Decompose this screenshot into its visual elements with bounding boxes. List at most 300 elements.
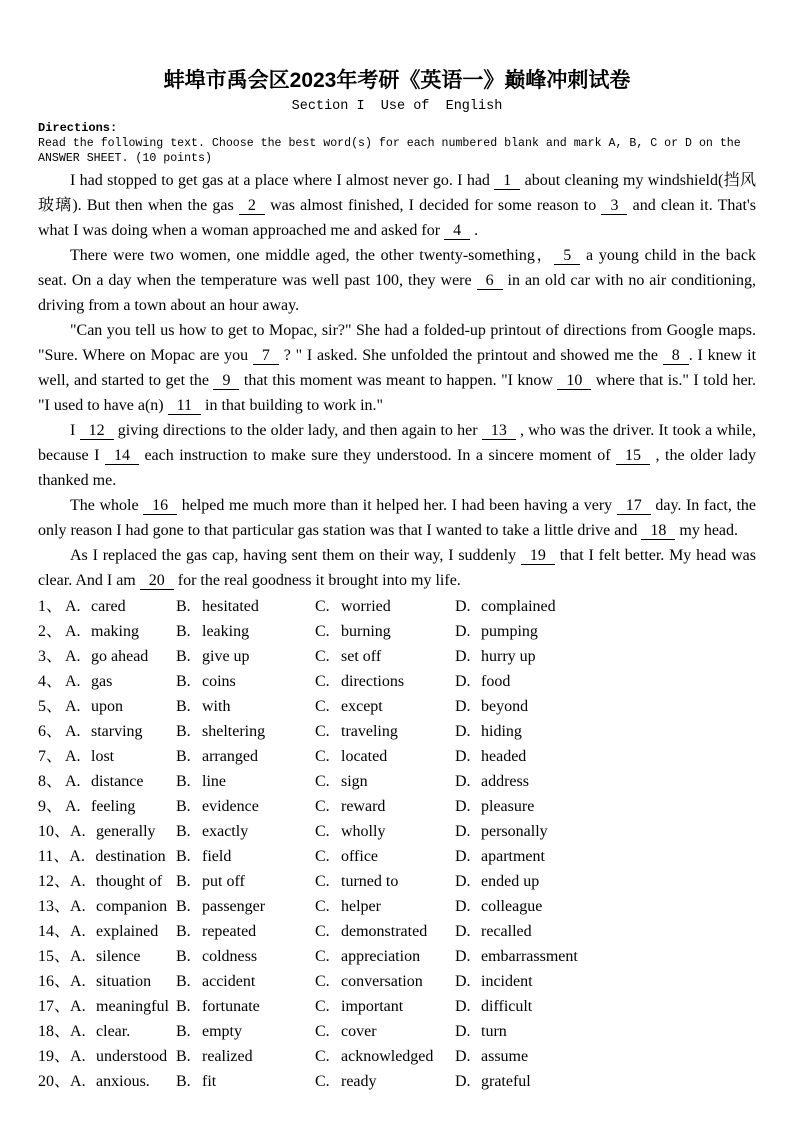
- question-row-16: [38, 969, 756, 994]
- option-13-D: [455, 894, 756, 919]
- question-row-2: [38, 619, 756, 644]
- option-19-D: [455, 1044, 756, 1069]
- option-12-B: [176, 869, 315, 894]
- question-row-13: [38, 894, 756, 919]
- option-text: ended up: [481, 873, 540, 890]
- option-letter: D.: [455, 748, 471, 765]
- blank-14: 14: [105, 447, 139, 465]
- option-text: hurry up: [481, 648, 536, 665]
- option-text: turn: [481, 1023, 507, 1040]
- option-6-C: [315, 719, 455, 744]
- option-7-B: [176, 744, 315, 769]
- question-number: 8、: [38, 773, 63, 790]
- option-letter: B.: [176, 648, 191, 665]
- question-row-12: [38, 869, 756, 894]
- question-number: 16、: [38, 973, 71, 990]
- option-text: silence: [96, 948, 141, 965]
- option-9-C: [315, 794, 455, 819]
- option-13-B: [176, 894, 315, 919]
- option-letter: A.: [70, 898, 86, 915]
- option-text: apartment: [481, 848, 545, 865]
- option-20-D: [455, 1069, 756, 1094]
- blank-3: 3: [601, 197, 627, 215]
- blank-10: 10: [557, 372, 591, 390]
- option-text: realized: [202, 1048, 253, 1065]
- option-text: lost: [91, 748, 115, 765]
- option-letter: B.: [176, 698, 191, 715]
- option-14-C: [315, 919, 455, 944]
- option-text: hiding: [481, 723, 522, 740]
- question-number: 14、: [38, 923, 71, 940]
- option-15-A: [38, 944, 176, 969]
- option-letter: D.: [455, 773, 471, 790]
- option-10-C: [315, 819, 455, 844]
- option-text: thought of: [96, 873, 163, 890]
- blank-11: 11: [168, 397, 201, 415]
- option-text: complained: [481, 598, 556, 615]
- blank-4: 4: [444, 222, 470, 240]
- option-letter: C.: [315, 973, 330, 990]
- blank-16: 16: [143, 497, 177, 515]
- question-number: 5、: [38, 698, 63, 715]
- option-16-A: [38, 969, 176, 994]
- option-letter: C.: [315, 623, 330, 640]
- option-13-C: [315, 894, 455, 919]
- option-11-C: [315, 844, 455, 869]
- question-row-20: [38, 1069, 756, 1094]
- blank-12: 12: [80, 422, 114, 440]
- option-letter: B.: [176, 1023, 191, 1040]
- option-letter: A.: [65, 798, 81, 815]
- option-letter: C.: [315, 873, 330, 890]
- option-letter: A.: [70, 998, 86, 1015]
- option-text: leaking: [202, 623, 250, 640]
- option-text: passenger: [202, 898, 266, 915]
- question-row-9: [38, 794, 756, 819]
- option-text: located: [341, 748, 388, 765]
- option-text: exactly: [202, 823, 249, 840]
- question-number: 13、: [38, 898, 71, 915]
- question-row-14: [38, 919, 756, 944]
- option-text: accident: [202, 973, 256, 990]
- option-text: pumping: [481, 623, 538, 640]
- option-11-A: [38, 844, 176, 869]
- option-text: worried: [341, 598, 391, 615]
- option-letter: C.: [315, 823, 330, 840]
- option-6-D: [455, 719, 756, 744]
- option-letter: D.: [455, 673, 471, 690]
- passage-paragraph-5: The whole 16 helped me much more than it helped her. I had been having a very 17 day. In fact, the only reason I had gone to that particular gas station was that I wanted to take a little drive and 18 my head.: [38, 497, 756, 539]
- option-letter: B.: [176, 723, 191, 740]
- option-letter: C.: [315, 1023, 330, 1040]
- option-text: reward: [341, 798, 386, 815]
- option-text: understood: [96, 1048, 168, 1065]
- option-8-D: [455, 769, 756, 794]
- question-row-7: [38, 744, 756, 769]
- option-7-A: [38, 744, 176, 769]
- option-letter: B.: [176, 998, 191, 1015]
- option-letter: D.: [455, 598, 471, 615]
- option-12-A: [38, 869, 176, 894]
- blank-13: 13: [482, 422, 516, 440]
- page-title: 蚌埠市禹会区2023年考研《英语一》巅峰冲刺试卷: [163, 69, 631, 92]
- option-letter: B.: [176, 948, 191, 965]
- option-letter: A.: [70, 823, 86, 840]
- option-letter: B.: [176, 898, 191, 915]
- option-letter: B.: [176, 748, 191, 765]
- blank-2: 2: [239, 197, 265, 215]
- option-letter: B.: [176, 623, 191, 640]
- option-2-A: [38, 619, 176, 644]
- option-7-C: [315, 744, 455, 769]
- blank-18: 18: [641, 522, 675, 540]
- option-letter: A.: [65, 773, 81, 790]
- option-text: line: [202, 773, 226, 790]
- passage: [38, 168, 756, 593]
- option-12-C: [315, 869, 455, 894]
- option-letter: C.: [315, 773, 330, 790]
- option-5-C: [315, 694, 455, 719]
- option-text: starving: [91, 723, 143, 740]
- passage-paragraph-3: "Can you tell us how to get to Mopac, sir?" She had a folded-up printout of directions from Google maps. "Sure. Where on Mopac are you 7 ? " I asked. She unfolded the printout and showed me the 8 . I knew it well, and started to get the 9 that this moment was meant to happen. "I know 10 where that is." I told her. "I used to have a(n) 11 in that building to work in.": [38, 322, 757, 414]
- option-text: sign: [341, 773, 368, 790]
- option-letter: C.: [315, 848, 330, 865]
- blank-5: 5: [554, 247, 580, 265]
- option-18-A: [38, 1019, 176, 1044]
- option-letter: A.: [70, 1048, 86, 1065]
- option-letter: C.: [315, 748, 330, 765]
- option-letter: A.: [70, 923, 86, 940]
- option-text: address: [481, 773, 529, 790]
- option-3-B: [176, 644, 315, 669]
- option-letter: B.: [176, 873, 191, 890]
- option-letter: B.: [176, 823, 191, 840]
- option-letter: A.: [65, 623, 81, 640]
- option-text: repeated: [202, 923, 257, 940]
- option-text: except: [341, 698, 383, 715]
- option-letter: D.: [455, 798, 471, 815]
- option-letter: D.: [455, 648, 471, 665]
- directions-text: Read the following text. Choose the best word(s) for each numbered blank and mark A, B, C or D on the ANSWER SHEET. (10 points): [38, 137, 748, 165]
- option-text: companion: [96, 898, 168, 915]
- option-text: cared: [91, 598, 126, 615]
- question-number: 6、: [38, 723, 63, 740]
- option-text: anxious.: [96, 1073, 150, 1090]
- option-letter: A.: [65, 598, 81, 615]
- option-10-A: [38, 819, 176, 844]
- option-10-D: [455, 819, 756, 844]
- option-letter: D.: [455, 973, 471, 990]
- option-text: wholly: [341, 823, 386, 840]
- option-letter: B.: [176, 1073, 191, 1090]
- option-15-B: [176, 944, 315, 969]
- option-text: coins: [202, 673, 236, 690]
- option-text: demonstrated: [341, 923, 428, 940]
- question-number: 3、: [38, 648, 63, 665]
- option-letter: D.: [455, 873, 471, 890]
- question-row-15: [38, 944, 756, 969]
- option-text: colleague: [481, 898, 543, 915]
- option-1-B: [176, 594, 315, 619]
- option-18-B: [176, 1019, 315, 1044]
- option-letter: D.: [455, 823, 471, 840]
- question-row-3: [38, 644, 756, 669]
- option-5-D: [455, 694, 756, 719]
- option-text: clear.: [96, 1023, 131, 1040]
- option-text: ready: [341, 1073, 377, 1090]
- option-text: coldness: [202, 948, 258, 965]
- option-text: assume: [481, 1048, 529, 1065]
- option-text: generally: [96, 823, 156, 840]
- option-4-A: [38, 669, 176, 694]
- blank-8: 8: [663, 347, 689, 365]
- option-15-D: [455, 944, 756, 969]
- question-number: 4、: [38, 673, 63, 690]
- question-number: 12、: [38, 873, 71, 890]
- option-text: destination: [95, 848, 166, 865]
- option-4-C: [315, 669, 455, 694]
- option-1-C: [315, 594, 455, 619]
- blank-20: 20: [140, 572, 174, 590]
- option-17-B: [176, 994, 315, 1019]
- option-text: traveling: [341, 723, 398, 740]
- option-letter: A.: [69, 848, 85, 865]
- option-letter: D.: [455, 898, 471, 915]
- question-number: 11、: [38, 848, 70, 865]
- option-letter: A.: [65, 723, 81, 740]
- option-text: give up: [202, 648, 250, 665]
- option-2-D: [455, 619, 756, 644]
- question-number: 17、: [38, 998, 71, 1015]
- option-letter: C.: [315, 648, 330, 665]
- option-letter: C.: [315, 673, 330, 690]
- passage-paragraph-1: I had stopped to get gas at a place where I almost never go. I had 1 about cleaning my windshield(挡风玻璃). But then when the gas 2 was almost finished, I decided for some reason to 3 and clean it. That's what I was doing when a woman approached me and asked for 4 .: [38, 172, 757, 239]
- option-text: conversation: [341, 973, 423, 990]
- option-letter: B.: [176, 848, 191, 865]
- option-text: directions: [341, 673, 405, 690]
- question-row-4: [38, 669, 756, 694]
- option-text: cover: [341, 1023, 377, 1040]
- option-4-D: [455, 669, 756, 694]
- option-letter: B.: [176, 1048, 191, 1065]
- option-text: helper: [341, 898, 381, 915]
- question-row-6: [38, 719, 756, 744]
- option-text: appreciation: [341, 948, 421, 965]
- option-letter: D.: [455, 923, 471, 940]
- option-letter: A.: [65, 748, 81, 765]
- blank-17: 17: [617, 497, 651, 515]
- option-text: grateful: [481, 1073, 531, 1090]
- question-number: 18、: [38, 1023, 71, 1040]
- option-8-A: [38, 769, 176, 794]
- option-6-A: [38, 719, 176, 744]
- option-text: food: [481, 673, 511, 690]
- option-letter: A.: [65, 648, 81, 665]
- option-8-C: [315, 769, 455, 794]
- option-letter: D.: [455, 998, 471, 1015]
- question-row-1: [38, 594, 756, 619]
- option-19-B: [176, 1044, 315, 1069]
- blank-7: 7: [253, 347, 279, 365]
- option-letter: A.: [70, 1023, 86, 1040]
- question-row-18: [38, 1019, 756, 1044]
- option-letter: C.: [315, 998, 330, 1015]
- option-text: explained: [96, 923, 159, 940]
- option-letter: B.: [176, 973, 191, 990]
- option-letter: C.: [315, 923, 330, 940]
- option-text: distance: [91, 773, 144, 790]
- option-13-A: [38, 894, 176, 919]
- option-6-B: [176, 719, 315, 744]
- option-letter: D.: [455, 623, 471, 640]
- question-row-5: [38, 694, 756, 719]
- option-text: put off: [202, 873, 245, 890]
- question-number: 10、: [38, 823, 71, 840]
- blank-9: 9: [213, 372, 239, 390]
- option-9-B: [176, 794, 315, 819]
- option-text: feeling: [91, 798, 136, 815]
- option-letter: B.: [176, 798, 191, 815]
- passage-paragraph-6: As I replaced the gas cap, having sent them on their way, I suddenly 19 that I felt better. My head was clear. And I am 20 for the real goodness it brought into my life.: [38, 547, 756, 589]
- section-heading: Section I Use of English: [291, 99, 503, 114]
- option-17-A: [38, 994, 176, 1019]
- option-19-A: [38, 1044, 176, 1069]
- option-9-A: [38, 794, 176, 819]
- option-text: difficult: [481, 998, 533, 1015]
- option-text: gas: [91, 673, 113, 690]
- question-row-11: [38, 844, 756, 869]
- option-18-D: [455, 1019, 756, 1044]
- question-row-17: [38, 994, 756, 1019]
- option-text: important: [341, 998, 404, 1015]
- option-letter: C.: [315, 798, 330, 815]
- option-16-C: [315, 969, 455, 994]
- option-text: burning: [341, 623, 391, 640]
- blank-15: 15: [616, 447, 650, 465]
- option-letter: A.: [70, 973, 86, 990]
- option-19-C: [315, 1044, 455, 1069]
- option-text: sheltering: [202, 723, 266, 740]
- option-7-D: [455, 744, 756, 769]
- option-text: fit: [202, 1073, 217, 1090]
- option-text: office: [341, 848, 379, 865]
- question-number: 1、: [38, 598, 63, 615]
- option-letter: C.: [315, 1048, 330, 1065]
- passage-paragraph-4: I 12 giving directions to the older lady, and then again to her 13 , who was the driver. It took a while, because I 14 each instruction to make sure they understood. In a sincere moment of 15 , the older lady thanked me.: [38, 422, 757, 489]
- question-row-19: [38, 1044, 756, 1069]
- option-text: empty: [202, 1023, 242, 1040]
- option-letter: C.: [315, 598, 330, 615]
- option-letter: D.: [455, 948, 471, 965]
- option-text: personally: [481, 823, 548, 840]
- option-letter: B.: [176, 598, 191, 615]
- question-row-8: [38, 769, 756, 794]
- option-4-B: [176, 669, 315, 694]
- option-letter: B.: [176, 773, 191, 790]
- option-14-A: [38, 919, 176, 944]
- option-8-B: [176, 769, 315, 794]
- question-number: 9、: [38, 798, 63, 815]
- option-3-C: [315, 644, 455, 669]
- option-letter: C.: [315, 698, 330, 715]
- option-16-B: [176, 969, 315, 994]
- option-20-B: [176, 1069, 315, 1094]
- option-letter: C.: [315, 898, 330, 915]
- option-letter: C.: [315, 948, 330, 965]
- option-1-D: [455, 594, 756, 619]
- option-letter: D.: [455, 1073, 471, 1090]
- option-letter: D.: [455, 1048, 471, 1065]
- blank-1: 1: [494, 172, 520, 190]
- option-letter: D.: [455, 698, 471, 715]
- option-text: evidence: [202, 798, 259, 815]
- option-text: pleasure: [481, 798, 535, 815]
- blank-19: 19: [521, 547, 555, 565]
- question-number: 7、: [38, 748, 63, 765]
- option-2-C: [315, 619, 455, 644]
- option-letter: A.: [70, 1073, 86, 1090]
- question-row-10: [38, 819, 756, 844]
- option-14-B: [176, 919, 315, 944]
- option-text: recalled: [481, 923, 532, 940]
- option-text: acknowledged: [341, 1048, 434, 1065]
- option-10-B: [176, 819, 315, 844]
- option-text: set off: [341, 648, 382, 665]
- option-11-B: [176, 844, 315, 869]
- option-text: field: [202, 848, 232, 865]
- option-text: meaningful: [96, 998, 169, 1015]
- options-list: [38, 594, 756, 1094]
- question-number: 2、: [38, 623, 63, 640]
- option-text: arranged: [202, 748, 258, 765]
- option-text: with: [202, 698, 231, 715]
- option-letter: A.: [70, 948, 86, 965]
- option-letter: C.: [315, 723, 330, 740]
- option-text: incident: [481, 973, 533, 990]
- option-text: making: [91, 623, 139, 640]
- option-12-D: [455, 869, 756, 894]
- option-5-A: [38, 694, 176, 719]
- option-text: go ahead: [91, 648, 149, 665]
- option-20-A: [38, 1069, 176, 1094]
- option-text: upon: [91, 698, 123, 715]
- option-letter: C.: [315, 1073, 330, 1090]
- option-letter: D.: [455, 848, 471, 865]
- passage-paragraph-2: There were two women, one middle aged, the other twenty-something， 5 a young child in the back seat. On a day when the temperature was well past 100, they were 6 in an old car with no air conditioning, driving from a town about an hour away.: [38, 247, 756, 314]
- option-3-D: [455, 644, 756, 669]
- option-17-C: [315, 994, 455, 1019]
- directions-label: Directions:: [38, 121, 118, 135]
- option-2-B: [176, 619, 315, 644]
- question-number: 15、: [38, 948, 71, 965]
- option-3-A: [38, 644, 176, 669]
- option-text: embarrassment: [481, 948, 578, 965]
- option-9-D: [455, 794, 756, 819]
- option-14-D: [455, 919, 756, 944]
- option-letter: D.: [455, 723, 471, 740]
- blank-6: 6: [477, 272, 503, 290]
- option-text: fortunate: [202, 998, 260, 1015]
- option-letter: A.: [70, 873, 86, 890]
- option-17-D: [455, 994, 756, 1019]
- option-text: beyond: [481, 698, 529, 715]
- option-16-D: [455, 969, 756, 994]
- option-letter: D.: [455, 1023, 471, 1040]
- option-text: headed: [481, 748, 527, 765]
- option-letter: B.: [176, 923, 191, 940]
- question-number: 19、: [38, 1048, 71, 1065]
- option-20-C: [315, 1069, 455, 1094]
